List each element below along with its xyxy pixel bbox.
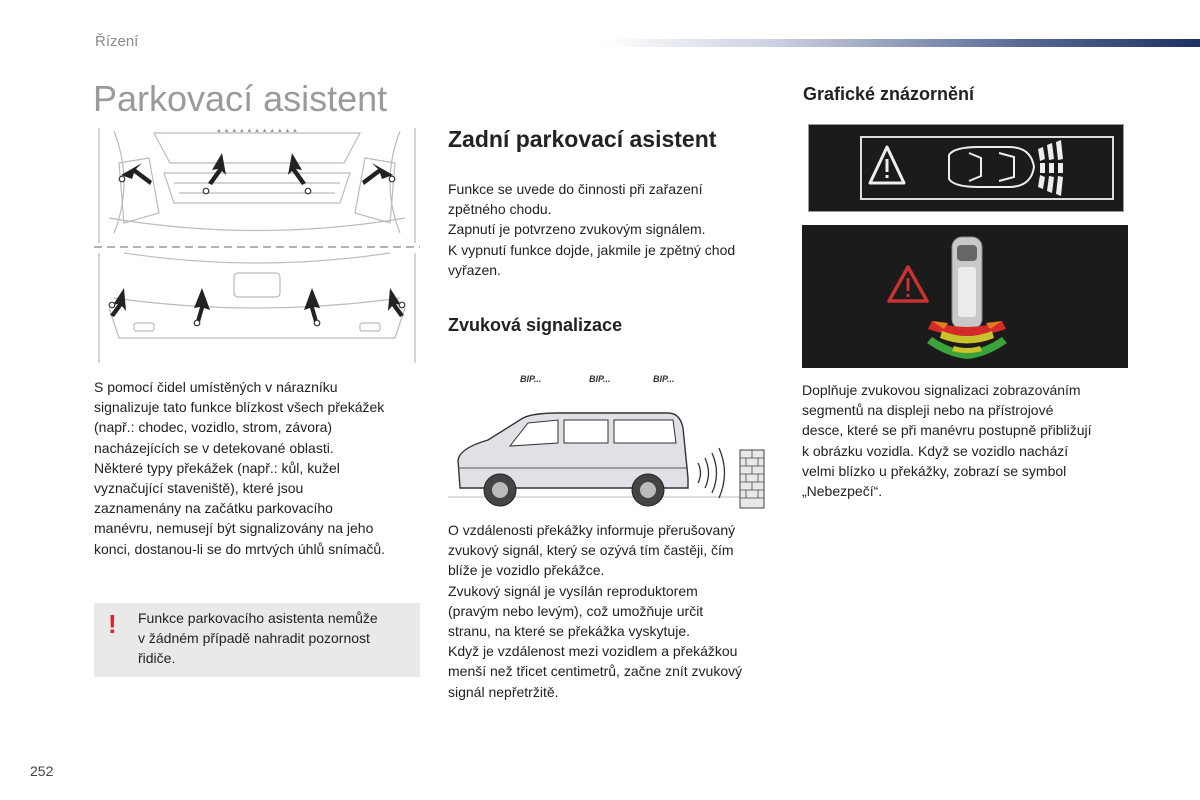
- van-icon: [458, 413, 688, 506]
- instrument-panel-display: [808, 124, 1124, 212]
- color-display: [802, 225, 1128, 368]
- page-title: Parkovací asistent: [93, 78, 388, 119]
- danger-triangle-icon: [889, 267, 927, 301]
- intro-paragraph: S pomocí čidel umístěných v nárazníku signalizuje tato funkce blízkost všech překážek (např.: chodec, vozidlo, strom, závora) nacházejících se v detekované oblasti. Některé typy překážek (např.: kůl, kužel vyznačující staveniště), které jsou zaznamenány na začátku parkovacího manévru, nemusejí být signalizovány na jeho konci, dostanou-li se do mrtvých úhlů snímačů.: [94, 379, 386, 557]
- rear-assist-paragraph: Funkce se uvede do činnosti při zařazení zpětného chodu. Zapnutí je potvrzeno zvukovým signálem. K vypnutí funkce dojde, jakmile je zpětný chod vyřazen.: [448, 181, 736, 278]
- bumper-sensors-illustration: [94, 123, 420, 368]
- audio-paragraph: O vzdálenosti překážky informuje přerušovaný zvukový signál, který se ozývá tím častěji, čím blíže je vozidlo překážce. Zvukový signál je vysílán reproduktorem (pravým nebo levým), což umožňuje určit stranu, na které se překážka vyskytuje. Když je vzdálenost mezi vozidlem a překážkou menší než třicet centimetrů, začne znít zvukový signál nepřetržitě.: [448, 522, 743, 700]
- svg-text:▲ ▲ ▲ ▲ ▲ ▲ ▲ ▲ ▲ ▲ ▲: ▲ ▲ ▲ ▲ ▲ ▲ ▲ ▲ ▲ ▲ ▲: [216, 128, 298, 134]
- header-bar: [600, 39, 1200, 47]
- section-label: Řízení: [95, 33, 139, 50]
- warning-icon: !: [108, 609, 117, 639]
- car-top-view-icon: [949, 147, 1034, 187]
- warning-text: Funkce parkovacího asistenta nemůže v žádném případě nahradit pozornost řidiče.: [138, 610, 378, 666]
- rear-assist-heading: Zadní parkovací asistent: [448, 126, 717, 152]
- bip-label: BIP...: [653, 374, 675, 384]
- graphic-heading: Grafické znázornění: [803, 84, 975, 104]
- brick-wall-icon: [740, 450, 764, 508]
- bip-label: BIP...: [589, 374, 611, 384]
- van-beep-illustration: [448, 368, 768, 513]
- danger-triangle-icon: [870, 147, 904, 183]
- bip-label: BIP...: [520, 374, 542, 384]
- audio-heading: Zvuková signalizace: [448, 315, 623, 335]
- van-top-view-icon: [952, 237, 982, 329]
- graphic-paragraph: Doplňuje zvukovou signalizaci zobrazováním segmentů na displeji nebo na přístrojové desce, které se při manévru postupně přibližují k obrázku vozidla. Když se vozidlo nachází velmi blízko u překážky, zobrazí se symbol „Nebezpečí“.: [802, 382, 1092, 500]
- page-number: 252: [30, 763, 54, 779]
